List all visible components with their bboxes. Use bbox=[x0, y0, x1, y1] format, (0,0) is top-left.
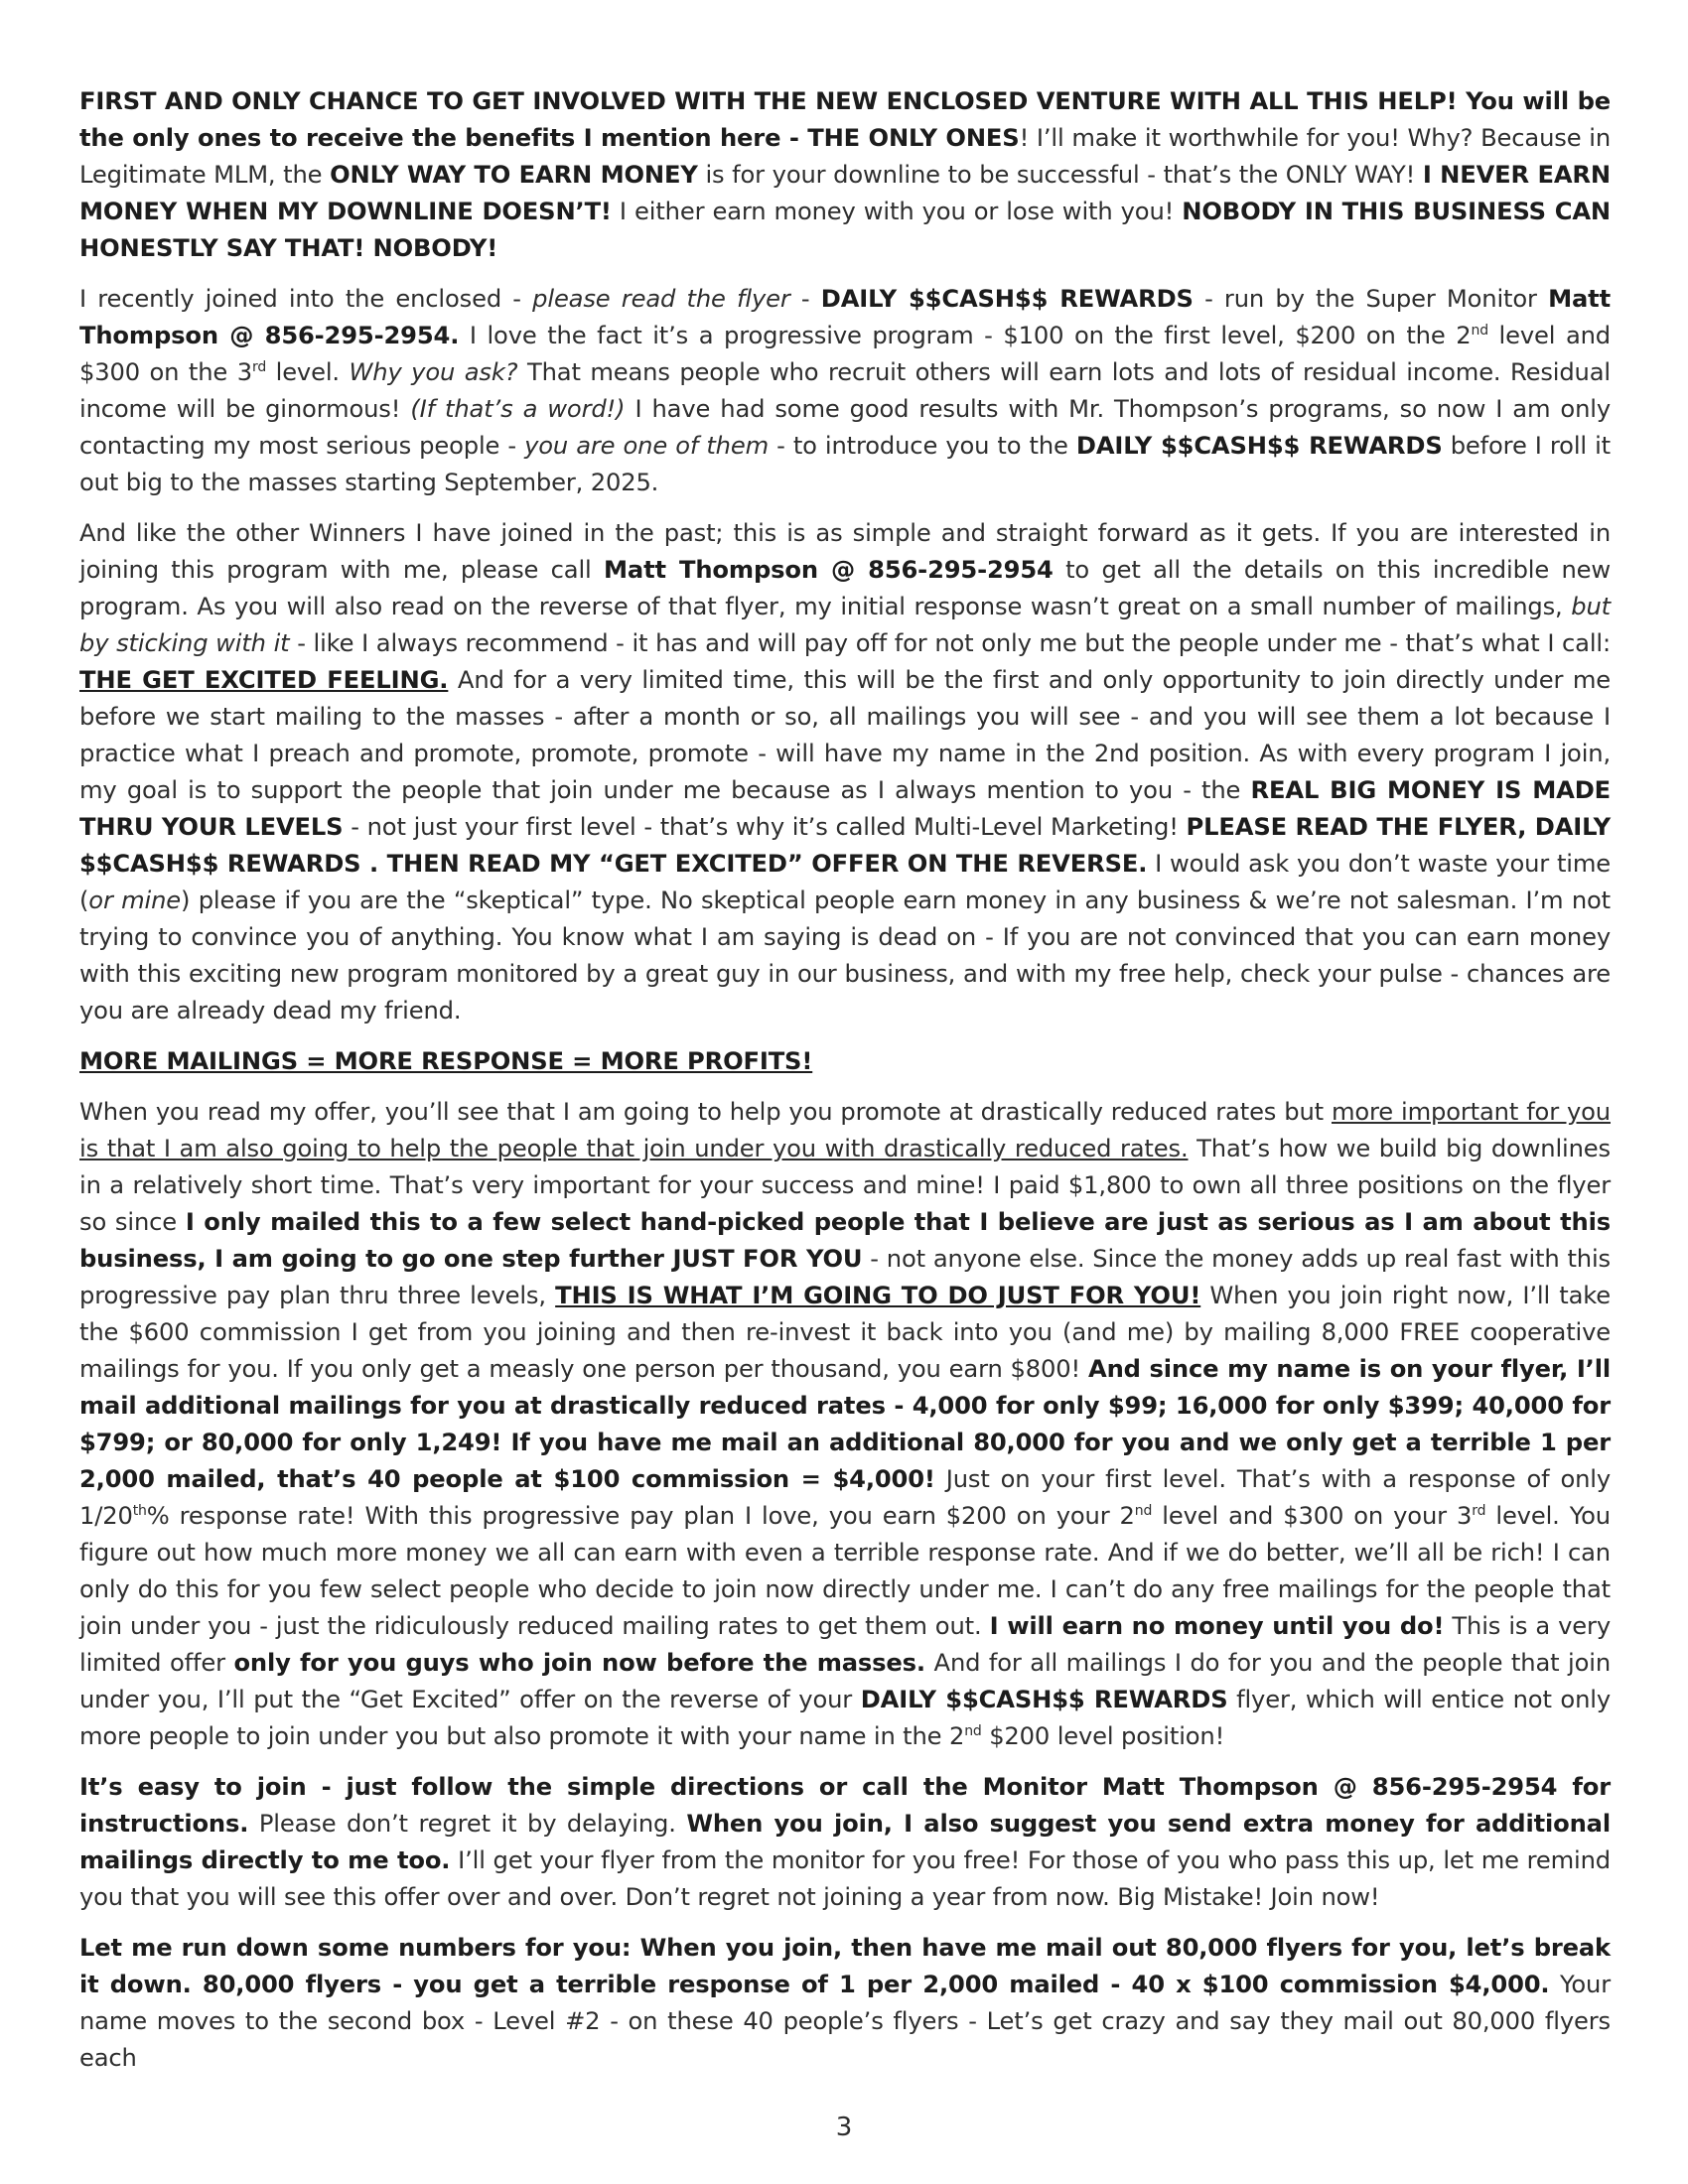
text-run: nd bbox=[1471, 323, 1488, 339]
text-run-wrapper bbox=[990, 1612, 1445, 1640]
text-run: level. You figure out how much more money we all can earn with even a terrible response rate. And if we do better, we’ll all be rich! I can only do this for you few select people who decide to join now directly under me. I can’t do any free mailings for the people that join under you - just the ridiculously reduced mailing rates to get them out. bbox=[79, 1502, 1611, 1640]
text-run: level and $300 on the 3 bbox=[79, 322, 1612, 386]
text-run: I NEVER EARN MONEY WHEN MY DOWNLINE DOESN’T! bbox=[79, 161, 1611, 225]
text-run: When you read my offer, you’ll see that I am going to help you promote at drastically reduced rates but bbox=[79, 1098, 1332, 1126]
text-run: flyer, which will entice not only more people to join under you but also promote it with your name in the 2 bbox=[79, 1686, 1611, 1750]
text-run: Please don’t regret it by delaying. bbox=[248, 1810, 687, 1838]
text-run-wrapper bbox=[79, 1934, 1611, 1998]
text-run: you are one of them bbox=[524, 432, 769, 460]
text-run: That’s how we build big downlines in a relatively short time. That’s very important for your success and mine! I paid $1,800 to own all three positions on the flyer so since bbox=[79, 1135, 1611, 1236]
text-run: DAILY $$CASH$$ REWARDS bbox=[1075, 432, 1443, 460]
text-run: - not just your first level - that’s why it’s called Multi-Level Marketing! bbox=[343, 813, 1187, 841]
text-run-wrapper bbox=[555, 1282, 1200, 1309]
text-run: DAILY $$CASH$$ REWARDS bbox=[820, 285, 1194, 313]
text-run: Matt Thompson @ 856-295-2954 bbox=[603, 556, 1054, 584]
text-run: I will earn no money until you do! bbox=[989, 1612, 1445, 1640]
text-run: I either earn money with you or lose with you! bbox=[611, 198, 1183, 225]
body-text bbox=[79, 83, 1611, 2077]
paragraph bbox=[79, 83, 1611, 267]
paragraph bbox=[79, 1094, 1611, 1755]
text-run-wrapper bbox=[1076, 432, 1443, 460]
text-run: It’s easy to join - just follow the simple directions or call the Monitor Matt Thompson @ 856-295-2954 for instructions. bbox=[79, 1773, 1611, 1838]
text-run: I would ask you don’t waste your time ( bbox=[79, 850, 1611, 914]
page-number: 3 bbox=[835, 2113, 853, 2142]
text-run: $200 level position! bbox=[981, 1722, 1225, 1750]
text-run-wrapper bbox=[861, 1686, 1228, 1713]
paragraph bbox=[79, 1769, 1611, 1916]
text-run: And for a very limited time, this will be the first and only opportunity to join directly under me before we start mailing to the masses - after a month or so, all mailings you will see - and you will see them a lot because I practice what I preach and promote, promote, promote - will have my name in the 2nd position. As with every program I join, my goal is to support the people that join under me because as I always mention to you - the bbox=[79, 666, 1611, 804]
text-run-wrapper bbox=[821, 285, 1194, 313]
text-run: PLEASE READ THE FLYER, DAILY $$CASH$$ REWARDS . THEN READ MY “GET EXCITED” OFFER ON THE REVERSE. bbox=[79, 813, 1611, 878]
text-run: th bbox=[132, 1503, 147, 1519]
text-run: And since my name is on your flyer, I’ll mail additional mailings for you at drastically reduced rates - 4,000 for only $99; 16,000 for only $399; 40,000 for $799; or 80,000 for only 1,249! If you have me mail an additional 80,000 for you and we only get a terrible 1 per 2,000 mailed, that’s 40 people at $100 commission = $4,000! bbox=[79, 1355, 1611, 1493]
text-run: (If that’s a word!) bbox=[410, 395, 626, 423]
text-run: This is a very limited offer bbox=[79, 1612, 1611, 1677]
text-run: THIS IS WHAT I’M GOING TO DO JUST FOR YOU! bbox=[555, 1282, 1201, 1309]
text-run: That means people who recruit others will earn lots and lots of residual income. Residual income will be ginormous! bbox=[79, 358, 1611, 423]
text-run: - run by the Super Monitor bbox=[1193, 285, 1549, 313]
text-run: ONLY WAY TO EARN MONEY bbox=[330, 161, 698, 189]
text-run: Why you ask? bbox=[349, 358, 518, 386]
text-run: or mine bbox=[88, 887, 182, 914]
text-run: level. bbox=[266, 358, 350, 386]
text-run: before I roll it out big to the masses starting September, 2025. bbox=[79, 432, 1611, 496]
text-run-wrapper bbox=[410, 395, 625, 423]
text-run: - like I always recommend - it has and will pay off for not only me but the people under me - that’s what I call: bbox=[289, 629, 1611, 657]
text-run: nd bbox=[1134, 1503, 1153, 1519]
text-run: rd bbox=[1472, 1503, 1486, 1519]
paragraph bbox=[79, 1930, 1611, 2077]
text-run: I only mailed this to a few select hand-picked people that I believe are just as serious as I am about this business, I am going to go one step further JUST FOR YOU bbox=[79, 1208, 1611, 1273]
text-run: is for your downline to be successful - that’s the ONLY WAY! bbox=[697, 161, 1423, 189]
text-run: ! I’ll make it worthwhile for you! Why? Because in Legitimate MLM, the bbox=[79, 124, 1611, 189]
text-run: nd bbox=[964, 1723, 982, 1739]
text-run: And like the other Winners I have joined in the past; this is as simple and straight forward as it gets. If you are interested in joining this program with me, please call bbox=[79, 519, 1611, 584]
text-run-wrapper bbox=[233, 1649, 925, 1677]
text-run: DAILY $$CASH$$ REWARDS bbox=[860, 1686, 1228, 1713]
text-run: I have had some good results with Mr. Thompson’s programs, so now I am only contacting my most serious people - bbox=[79, 395, 1611, 460]
text-run: but by sticking with it bbox=[79, 593, 1611, 657]
text-run: % response rate! With this progressive pay plan I love, you earn $200 on your 2 bbox=[146, 1502, 1135, 1530]
text-run-wrapper bbox=[88, 887, 181, 914]
text-run: only for you guys who join now before the masses. bbox=[233, 1649, 925, 1677]
paragraph bbox=[79, 515, 1611, 1029]
text-run: When you join right now, I’ll take the $600 commission I get from you joining and then re-invest it back into you (and me) by mailing 8,000 FREE cooperative mailings for you. If you only get a measly one person per thousand, you earn $800! bbox=[79, 1282, 1612, 1383]
text-run: level and $300 on your 3 bbox=[1152, 1502, 1473, 1530]
section-heading bbox=[79, 1043, 1611, 1080]
text-run: I love the fact it’s a progressive program - $100 on the first level, $200 on the 2 bbox=[459, 322, 1472, 349]
text-run: And for all mailings I do for you and the people that join under you, I’ll put the “Get Excited” offer on the reverse of your bbox=[79, 1649, 1611, 1713]
text-run-wrapper bbox=[532, 285, 789, 313]
text-run: Matt Thompson @ 856-295-2954. bbox=[79, 285, 1612, 349]
text-run: rd bbox=[251, 359, 267, 375]
text-run-wrapper bbox=[350, 358, 518, 386]
text-run: - not anyone else. Since the money adds up real fast with this progressive pay plan thru three levels, bbox=[79, 1245, 1611, 1309]
text-run-wrapper bbox=[604, 556, 1054, 584]
text-run: Let me run down some numbers for you: When you join, then have me mail out 80,000 flyers for you, let’s break it down. 80,000 flyers - you get a terrible response of 1 per 2,000 mailed - 40 x $100 commission $4,000. bbox=[79, 1934, 1611, 1998]
text-run: Just on your first level. That’s with a response of only 1/20 bbox=[79, 1465, 1612, 1530]
text-run: I recently joined into the enclosed - bbox=[79, 285, 533, 313]
text-run-wrapper bbox=[524, 432, 769, 460]
text-run: more important for you is that I am also going to help the people that join under you with drastically reduced rates. bbox=[79, 1098, 1611, 1162]
text-run: FIRST AND ONLY CHANCE TO GET INVOLVED WITH THE NEW ENCLOSED VENTURE WITH ALL THIS HELP! You will be the only ones to receive the benefits I mention here - THE ONLY ONES bbox=[79, 87, 1611, 152]
text-run: - to introduce you to the bbox=[769, 432, 1076, 460]
text-run: ) please if you are the “skeptical” type. No skeptical people earn money in any business & we’re not salesman. I’m not trying to convince you of anything. You know what I am saying is dead on - If you are not convinced that you can earn money with this exciting new program monitored by a great guy in our business, and with my free help, check your pulse - chances are you are already dead my friend. bbox=[79, 887, 1612, 1024]
text-run: - bbox=[789, 285, 821, 313]
text-run: REAL BIG MONEY IS MADE THRU YOUR LEVELS bbox=[79, 776, 1611, 841]
text-run-wrapper bbox=[79, 666, 448, 694]
text-run-wrapper bbox=[330, 161, 698, 189]
text-run: NOBODY IN THIS BUSINESS CAN HONESTLY SAY THAT! NOBODY! bbox=[79, 198, 1612, 262]
text-run: I’ll get your flyer from the monitor for you free! For those of you who pass this up, let me remind you that you will see this offer over and over. Don’t regret not joining a year from now. Big Mistake! Join now! bbox=[79, 1846, 1611, 1911]
text-run: When you join, I also suggest you send extra money for additional mailings directly to me too. bbox=[79, 1810, 1611, 1874]
text-run: Your name moves to the second box - Level #2 - on these 40 people’s flyers - Let’s get crazy and say they mail out 80,000 flyers each bbox=[79, 1971, 1611, 2072]
section-heading-text: MORE MAILINGS = MORE RESPONSE = MORE PROFITS! bbox=[79, 1047, 813, 1075]
paragraph bbox=[79, 281, 1611, 501]
text-run: please read the flyer bbox=[532, 285, 790, 313]
text-run: THE GET EXCITED FEELING. bbox=[79, 666, 449, 694]
text-run: to get all the details on this incredible new program. As you will also read on the reverse of that flyer, my initial response wasn’t great on a small number of mailings, bbox=[79, 556, 1611, 620]
